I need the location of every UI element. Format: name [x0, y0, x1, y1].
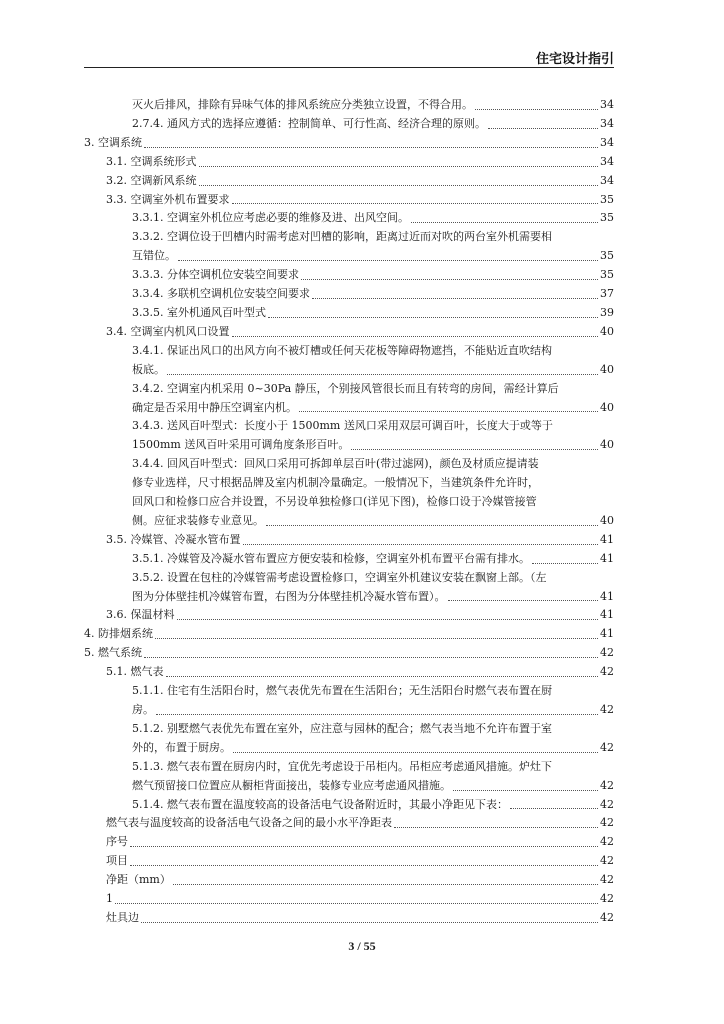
dot-leader — [453, 790, 598, 791]
dot-leader — [178, 260, 598, 261]
toc-entry-text: 5.1.1. 住宅有生活阳台时，燃气表优先布置在生活阳台；无生活阳台时燃气表布置在厨 — [132, 684, 552, 698]
toc-entry[interactable] — [84, 285, 614, 304]
toc-entry-text: 3.1. 空调系统形式 — [106, 154, 197, 168]
toc-entry[interactable] — [84, 909, 614, 928]
dot-leader — [312, 298, 598, 299]
dot-leader — [301, 279, 598, 280]
toc-page-number: 35 — [600, 192, 614, 206]
header-title: 住宅设计指引 — [535, 52, 614, 67]
toc-page-number: 42 — [600, 873, 614, 887]
dot-leader — [144, 147, 598, 148]
header-divider — [84, 67, 614, 68]
toc-page-number: 40 — [600, 324, 614, 338]
toc-entry-text: 2.7.4. 通风方式的选择应遵循：控制简单、可行性高、经济合理的原则。 — [132, 116, 486, 130]
toc-entry-text: 3.2. 空调新风系统 — [106, 173, 197, 187]
dot-leader — [233, 752, 598, 753]
toc-entry-text: 侧。应征求装修专业意见。 — [132, 513, 264, 527]
toc-page-number: 42 — [600, 816, 614, 830]
toc-entry-text: 3.4.4. 回风百叶型式：回风口采用可拆卸单层百叶(带过滤网)，颜色及材质应提请装 — [132, 457, 539, 471]
toc-entry-text: 4. 防排烟系统 — [84, 627, 153, 641]
toc-page-number: 34 — [600, 135, 614, 149]
toc-entry-text: 1500mm 送风百叶采用可调角度条形百叶。 — [132, 438, 350, 452]
toc-entry-text: 5.1. 燃气表 — [106, 665, 164, 679]
toc-page-number: 39 — [600, 305, 614, 319]
toc-page-number: 35 — [600, 211, 614, 225]
toc-entry-text: 3.5.2. 设置在包柱的冷媒管需考虑设置检修口，空调室外机建议安装在飘窗上部。（左 — [132, 570, 547, 584]
dot-leader — [532, 563, 598, 564]
toc-entry[interactable] — [84, 682, 614, 720]
dot-leader — [177, 619, 599, 620]
toc-entry-text: 3.3.4. 多联机空调机位安装空间要求 — [132, 287, 310, 301]
toc-page-number: 42 — [600, 835, 614, 849]
toc-page-number: 42 — [600, 665, 614, 679]
toc-page-number: 40 — [600, 362, 614, 376]
toc-page-number: 34 — [600, 116, 614, 130]
toc-entry-text: 3.5.1. 冷媒管及冷凝水管布置应方便安装和检修，空调室外机布置平台需有排水。 — [132, 551, 530, 565]
dot-leader — [488, 128, 598, 129]
toc-entry-text: 3.4.3. 送风百叶型式：长度小于 1500mm 送风口采用双层可调百叶，长度大于或等于 — [132, 419, 553, 433]
toc-entry-text: 3.3.3. 分体空调机位安装空间要求 — [132, 268, 299, 282]
toc-page-number: 42 — [600, 892, 614, 906]
toc-entry-text: 确定是否采用中静压空调室内机。 — [132, 400, 297, 414]
toc-page-number: 42 — [600, 703, 614, 716]
dot-leader — [166, 676, 599, 677]
dot-leader — [475, 109, 598, 110]
toc-entry[interactable] — [84, 380, 614, 418]
toc-page-number: 34 — [600, 98, 614, 111]
toc-entry[interactable] — [84, 833, 614, 852]
toc-entry-text: 修专业选样，尺寸根据品牌及室内机制冷量确定。一般情况下，当建筑条件允许时， — [132, 476, 539, 490]
toc-page-number: 41 — [600, 627, 614, 641]
toc-entry-text: 燃气预留接口位置应从橱柜背面接出，装修专业应考虑通风措施。 — [132, 778, 451, 792]
toc-entry[interactable] — [84, 191, 614, 210]
toc-entry-text: 图为分体壁挂机冷媒管布置，右图为分体壁挂机冷凝水管布置）。 — [132, 589, 446, 603]
toc-entry-text: 5. 燃气系统 — [84, 646, 142, 660]
toc-entry[interactable] — [84, 569, 614, 607]
toc-page-number: 35 — [600, 268, 614, 282]
toc-entry[interactable] — [84, 814, 614, 833]
dot-leader — [156, 714, 598, 715]
toc-entry-text: 3.4. 空调室内机风口设置 — [106, 324, 230, 338]
toc-entry-text: 5.1.4. 燃气表布置在温度较高的设备活电气设备附近时，其最小净距见下表： — [132, 797, 508, 811]
toc-entry[interactable] — [84, 890, 614, 909]
toc-page-number: 35 — [600, 249, 614, 263]
toc-page-number: 42 — [600, 778, 614, 792]
dot-leader — [232, 203, 599, 204]
toc-entry-text: 净距（mm） — [106, 873, 171, 887]
toc-entry[interactable] — [84, 550, 614, 569]
dot-leader — [173, 884, 598, 885]
toc-entry[interactable] — [84, 644, 614, 663]
toc-entry[interactable] — [84, 228, 614, 266]
table-of-contents — [84, 96, 614, 928]
toc-page-number: 41 — [600, 551, 614, 565]
toc-entry-text: 房。 — [132, 703, 154, 716]
toc-page-number: 37 — [600, 287, 614, 301]
toc-entry[interactable] — [84, 720, 614, 758]
dot-leader — [130, 846, 598, 847]
toc-page-number: 40 — [600, 513, 614, 527]
toc-page-number: 42 — [600, 854, 614, 868]
dot-leader — [141, 922, 598, 923]
toc-entry-text: 外的，布置于厨房。 — [132, 740, 231, 754]
toc-entry[interactable] — [84, 606, 614, 625]
toc-page-number: 42 — [600, 910, 614, 924]
toc-page-number: 42 — [600, 646, 614, 660]
toc-page-number: 40 — [600, 400, 614, 414]
toc-entry[interactable] — [84, 871, 614, 890]
toc-entry-text: 互错位。 — [132, 249, 176, 263]
toc-entry[interactable] — [84, 172, 614, 191]
dot-leader — [394, 827, 598, 828]
dot-leader — [232, 336, 599, 337]
toc-entry[interactable] — [84, 209, 614, 228]
toc-entry[interactable] — [84, 134, 614, 153]
toc-entry[interactable] — [84, 153, 614, 172]
dot-leader — [299, 411, 598, 412]
dot-leader — [510, 808, 598, 809]
dot-leader — [268, 317, 598, 318]
toc-entry-text: 回风口和检修口应合并设置，不另设单独检修口(详见下图)，检修口设于冷媒管接管 — [132, 495, 537, 509]
toc-page-number: 40 — [600, 438, 614, 452]
toc-entry[interactable] — [84, 531, 614, 550]
toc-entry-text: 5.1.3. 燃气表布置在厨房内时，宜优先考虑设于吊柜内。吊柜应考虑通风措施。炉灶下 — [132, 759, 552, 773]
toc-entry-text: 序号 — [106, 835, 128, 849]
dot-leader — [243, 544, 599, 545]
toc-page-number: 34 — [600, 173, 614, 187]
toc-entry[interactable] — [84, 455, 614, 531]
toc-entry[interactable] — [84, 852, 614, 871]
dot-leader — [448, 600, 599, 601]
toc-entry[interactable] — [84, 304, 614, 323]
toc-entry[interactable] — [84, 758, 614, 796]
toc-entry[interactable] — [84, 115, 614, 134]
dot-leader — [155, 638, 598, 639]
dot-leader — [130, 865, 598, 866]
page-number: 3 / 55 — [348, 939, 376, 953]
toc-entry-text: 3.4.2. 空调室内机采用 0~30Pa 静压，个别接风管很长而且有转弯的房间，需经计算后 — [132, 381, 559, 395]
toc-entry[interactable] — [84, 417, 614, 455]
toc-entry-text: 3.6. 保温材料 — [106, 608, 175, 622]
toc-entry[interactable] — [84, 96, 614, 115]
toc-entry-text: 3.5. 冷媒管、冷凝水管布置 — [106, 532, 241, 546]
toc-page-number: 42 — [600, 797, 614, 811]
toc-entry-text: 灭火后排风，排除有异味气体的排风系统应分类独立设置，不得合用。 — [132, 98, 473, 111]
toc-entry[interactable] — [84, 663, 614, 682]
dot-leader — [199, 166, 599, 167]
toc-entry-text: 3.3.5. 室外机通风百叶型式 — [132, 305, 266, 319]
toc-entry-text: 项目 — [106, 854, 128, 868]
toc-page-number: 41 — [600, 589, 614, 603]
toc-entry-text: 灶具边 — [106, 910, 139, 924]
dot-leader — [351, 449, 598, 450]
toc-page-number: 41 — [600, 608, 614, 622]
dot-leader — [115, 903, 598, 904]
toc-entry-text: 3.3.1. 空调室外机位应考虑必要的维修及进、出风空间。 — [132, 211, 409, 225]
toc-entry-text: 1 — [106, 892, 113, 906]
toc-entry[interactable] — [84, 266, 614, 285]
toc-entry-text: 3.4.1. 保证出风口的出风方向不被灯槽或任何天花板等障碍物遮挡，不能贴近直吹结构 — [132, 343, 552, 357]
toc-entry-text: 5.1.2. 别墅燃气表优先布置在室外，应注意与园林的配合；燃气表当地不允许布置于室 — [132, 721, 552, 735]
toc-entry-text: 3.3.2. 空调位设于凹槽内时需考虑对凹槽的影响，距离过近而对吹的两台室外机需要相 — [132, 230, 552, 244]
dot-leader — [266, 525, 598, 526]
toc-entry-text: 3. 空调系统 — [84, 135, 142, 149]
toc-entry-text: 板底。 — [132, 362, 165, 376]
dot-leader — [167, 374, 598, 375]
toc-page-number: 42 — [600, 740, 614, 754]
toc-entry-text: 3.3. 空调室外机布置要求 — [106, 192, 230, 206]
toc-entry[interactable] — [84, 625, 614, 644]
toc-page-number: 41 — [600, 532, 614, 546]
dot-leader — [144, 657, 598, 658]
dot-leader — [199, 185, 599, 186]
dot-leader — [411, 222, 598, 223]
toc-entry[interactable] — [84, 342, 614, 380]
toc-entry[interactable] — [84, 323, 614, 342]
toc-entry-text: 燃气表与温度较高的设备活电气设备之间的最小水平净距表 — [106, 816, 392, 830]
toc-entry[interactable] — [84, 796, 614, 815]
toc-page-number: 34 — [600, 154, 614, 168]
